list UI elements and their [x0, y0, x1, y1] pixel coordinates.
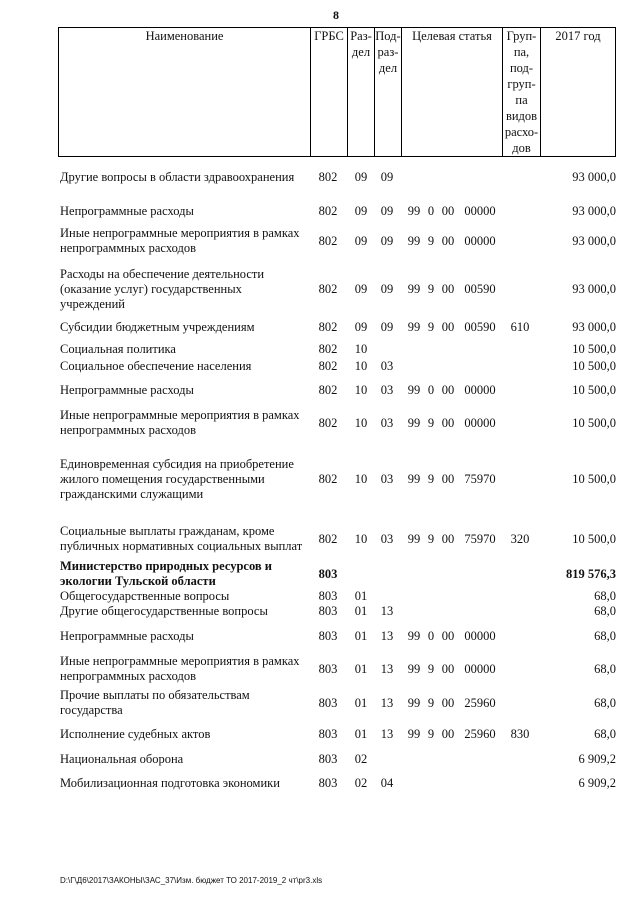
row-name: Иные непрограммные мероприятия в рамках непрограммных расходов [60, 226, 300, 255]
row-rz: 10 [354, 341, 368, 356]
row-c4: 00000 [464, 203, 496, 218]
row-c1: 99 [407, 281, 421, 296]
header-gruppa: Груп- па, под- груп- па видов расхо- дов [502, 28, 540, 156]
row-c3: 00 [441, 661, 455, 676]
row-c3: 00 [441, 531, 455, 546]
row-pr: 09 [380, 281, 394, 296]
row-rz: 10 [354, 382, 368, 397]
row-pr: 09 [380, 233, 394, 248]
row-c1: 99 [407, 726, 421, 741]
row-name: Министерство природных ресурсов и экологии Тульской области [60, 559, 272, 588]
row-c4: 00000 [464, 628, 496, 643]
row-rz: 10 [354, 358, 368, 373]
row-rz: 01 [354, 726, 368, 741]
row-grbs: 802 [318, 358, 338, 373]
table-row [60, 357, 616, 375]
row-rz: 10 [354, 531, 368, 546]
row-amount: 6 909,2 [578, 775, 616, 790]
table-row [60, 456, 616, 502]
row-c2: 9 [427, 281, 435, 296]
row-grbs: 802 [318, 382, 338, 397]
row-c4: 00000 [464, 415, 496, 430]
row-grbs: 802 [318, 281, 338, 296]
row-c2: 9 [427, 726, 435, 741]
row-c4: 00000 [464, 233, 496, 248]
header-podrazdel: Под- раз- дел [374, 28, 401, 156]
table-row [60, 196, 616, 226]
row-rz: 10 [354, 471, 368, 486]
row-name: Непрограммные расходы [60, 628, 194, 643]
table-row [60, 654, 616, 684]
row-vr: 320 [510, 531, 530, 546]
row-rz: 01 [354, 661, 368, 676]
row-c1: 99 [407, 695, 421, 710]
row-grbs: 802 [318, 233, 338, 248]
header-name: Наименование [145, 29, 224, 43]
row-grbs: 803 [318, 661, 338, 676]
row-name: Другие вопросы в области здравоохранения [60, 169, 295, 184]
row-name: Иные непрограммные мероприятия в рамках непрограммных расходов [60, 408, 300, 437]
row-c3: 00 [441, 726, 455, 741]
row-pr: 13 [380, 661, 394, 676]
row-grbs: 803 [318, 566, 338, 581]
table-row [60, 408, 616, 438]
row-amount: 93 000,0 [572, 281, 616, 296]
row-amount: 6 909,2 [578, 751, 616, 766]
row-name: Социальная политика [60, 341, 176, 356]
row-c2: 0 [427, 628, 435, 643]
row-amount: 68,0 [594, 603, 616, 618]
row-name: Расходы на обеспечение деятельности (оказание услуг) государственных учреждений [60, 266, 265, 311]
row-grbs: 802 [318, 319, 338, 334]
row-pr: 13 [380, 695, 394, 710]
table-row [60, 375, 616, 405]
row-c1: 99 [407, 382, 421, 397]
row-c2: 9 [427, 661, 435, 676]
row-name: Непрограммные расходы [60, 203, 194, 218]
row-grbs: 802 [318, 531, 338, 546]
row-c3: 00 [441, 415, 455, 430]
row-c2: 9 [427, 415, 435, 430]
row-pr: 03 [380, 382, 394, 397]
table-row [60, 602, 616, 620]
table-row [60, 266, 616, 312]
row-name: Национальная оборона [60, 751, 184, 766]
row-amount: 10 500,0 [572, 471, 616, 486]
row-name: Мобилизационная подготовка экономики [60, 775, 280, 790]
row-pr: 13 [380, 726, 394, 741]
row-amount: 93 000,0 [572, 203, 616, 218]
page-number: 8 [333, 8, 339, 22]
row-pr: 09 [380, 169, 394, 184]
row-c1: 99 [407, 415, 421, 430]
row-grbs: 803 [318, 726, 338, 741]
row-name: Непрограммные расходы [60, 382, 194, 397]
row-c3: 00 [441, 203, 455, 218]
row-name: Другие общегосударственные вопросы [60, 603, 268, 618]
table-row [60, 340, 616, 358]
row-grbs: 802 [318, 169, 338, 184]
row-amount: 10 500,0 [572, 531, 616, 546]
table-row [60, 226, 616, 256]
header-grbs: ГРБС [310, 28, 347, 156]
row-c4: 25960 [464, 695, 496, 710]
row-c4: 75970 [464, 531, 496, 546]
row-c3: 00 [441, 628, 455, 643]
header-celevaya: Целевая статья [401, 28, 502, 156]
row-name: Прочие выплаты по обязательствам государства [60, 688, 250, 717]
row-c4: 75970 [464, 471, 496, 486]
row-name: Единовременная субсидия на приобретение жилого помещения государственными гражданскими служащими [60, 456, 294, 501]
table-row [60, 312, 616, 342]
row-grbs: 802 [318, 415, 338, 430]
row-rz: 01 [354, 628, 368, 643]
row-c2: 9 [427, 319, 435, 334]
row-amount: 93 000,0 [572, 233, 616, 248]
row-rz: 02 [354, 775, 368, 790]
row-grbs: 802 [318, 203, 338, 218]
row-name: Общегосударственные вопросы [60, 588, 230, 603]
row-grbs: 802 [318, 341, 338, 356]
table-row [60, 516, 616, 562]
row-rz: 10 [354, 415, 368, 430]
row-c3: 00 [441, 233, 455, 248]
row-grbs: 802 [318, 471, 338, 486]
row-pr: 03 [380, 471, 394, 486]
file-path-footer: D:\Г\Д6\2017\ЗАКОНЫ\ЗАС_37\Изм. бюджет ТО 2017-2019_2 чт\pr3.xls [60, 876, 323, 885]
row-rz: 09 [354, 319, 368, 334]
row-pr: 03 [380, 531, 394, 546]
row-pr: 04 [380, 775, 394, 790]
row-amount: 68,0 [594, 588, 616, 603]
row-c2: 9 [427, 471, 435, 486]
row-rz: 09 [354, 169, 368, 184]
row-grbs: 803 [318, 628, 338, 643]
row-amount: 10 500,0 [572, 341, 616, 356]
row-pr: 03 [380, 358, 394, 373]
row-c2: 9 [427, 695, 435, 710]
row-c4: 00000 [464, 661, 496, 676]
row-c4: 25960 [464, 726, 496, 741]
table-row [60, 688, 616, 718]
row-rz: 09 [354, 281, 368, 296]
table-row [60, 559, 616, 589]
header-year: 2017 год [540, 28, 615, 156]
row-pr: 09 [380, 203, 394, 218]
table-header [58, 27, 616, 157]
row-amount: 68,0 [594, 726, 616, 741]
row-c4: 00000 [464, 382, 496, 397]
row-rz: 09 [354, 233, 368, 248]
row-c4: 00590 [464, 319, 496, 334]
row-c1: 99 [407, 319, 421, 334]
row-name: Социальные выплаты гражданам, кроме публичных нормативных социальных выплат [60, 524, 303, 553]
row-amount: 93 000,0 [572, 169, 616, 184]
row-c3: 00 [441, 382, 455, 397]
row-amount: 68,0 [594, 661, 616, 676]
row-c1: 99 [407, 661, 421, 676]
row-name: Субсидии бюджетным учреждениям [60, 319, 255, 334]
row-c3: 00 [441, 281, 455, 296]
row-rz: 01 [354, 603, 368, 618]
row-c3: 00 [441, 471, 455, 486]
row-c2: 0 [427, 382, 435, 397]
row-vr: 830 [510, 726, 530, 741]
row-pr: 09 [380, 319, 394, 334]
table-row [60, 768, 616, 798]
row-pr: 03 [380, 415, 394, 430]
row-rz: 01 [354, 588, 368, 603]
row-c1: 99 [407, 531, 421, 546]
row-c1: 99 [407, 471, 421, 486]
row-c3: 00 [441, 319, 455, 334]
row-grbs: 803 [318, 588, 338, 603]
row-pr: 13 [380, 628, 394, 643]
row-grbs: 803 [318, 695, 338, 710]
row-rz: 01 [354, 695, 368, 710]
row-amount: 68,0 [594, 695, 616, 710]
row-rz: 09 [354, 203, 368, 218]
row-name: Социальное обеспечение населения [60, 358, 252, 373]
row-c2: 0 [427, 203, 435, 218]
row-grbs: 803 [318, 775, 338, 790]
row-grbs: 803 [318, 603, 338, 618]
row-vr: 610 [510, 319, 530, 334]
row-amount: 68,0 [594, 628, 616, 643]
table-row [60, 162, 616, 192]
row-amount: 10 500,0 [572, 382, 616, 397]
row-name: Иные непрограммные мероприятия в рамках непрограммных расходов [60, 654, 300, 683]
row-c1: 99 [407, 203, 421, 218]
row-rz: 02 [354, 751, 368, 766]
row-pr: 13 [380, 603, 394, 618]
header-razdel: Раз- дел [347, 28, 374, 156]
row-name: Исполнение судебных актов [60, 726, 211, 741]
row-c1: 99 [407, 233, 421, 248]
table-row [60, 621, 616, 651]
row-c2: 9 [427, 531, 435, 546]
row-amount: 93 000,0 [572, 319, 616, 334]
row-amount: 10 500,0 [572, 415, 616, 430]
row-c1: 99 [407, 628, 421, 643]
row-c3: 00 [441, 695, 455, 710]
row-c2: 9 [427, 233, 435, 248]
row-amount: 10 500,0 [572, 358, 616, 373]
row-amount: 819 576,3 [566, 566, 616, 581]
row-c4: 00590 [464, 281, 496, 296]
row-grbs: 803 [318, 751, 338, 766]
